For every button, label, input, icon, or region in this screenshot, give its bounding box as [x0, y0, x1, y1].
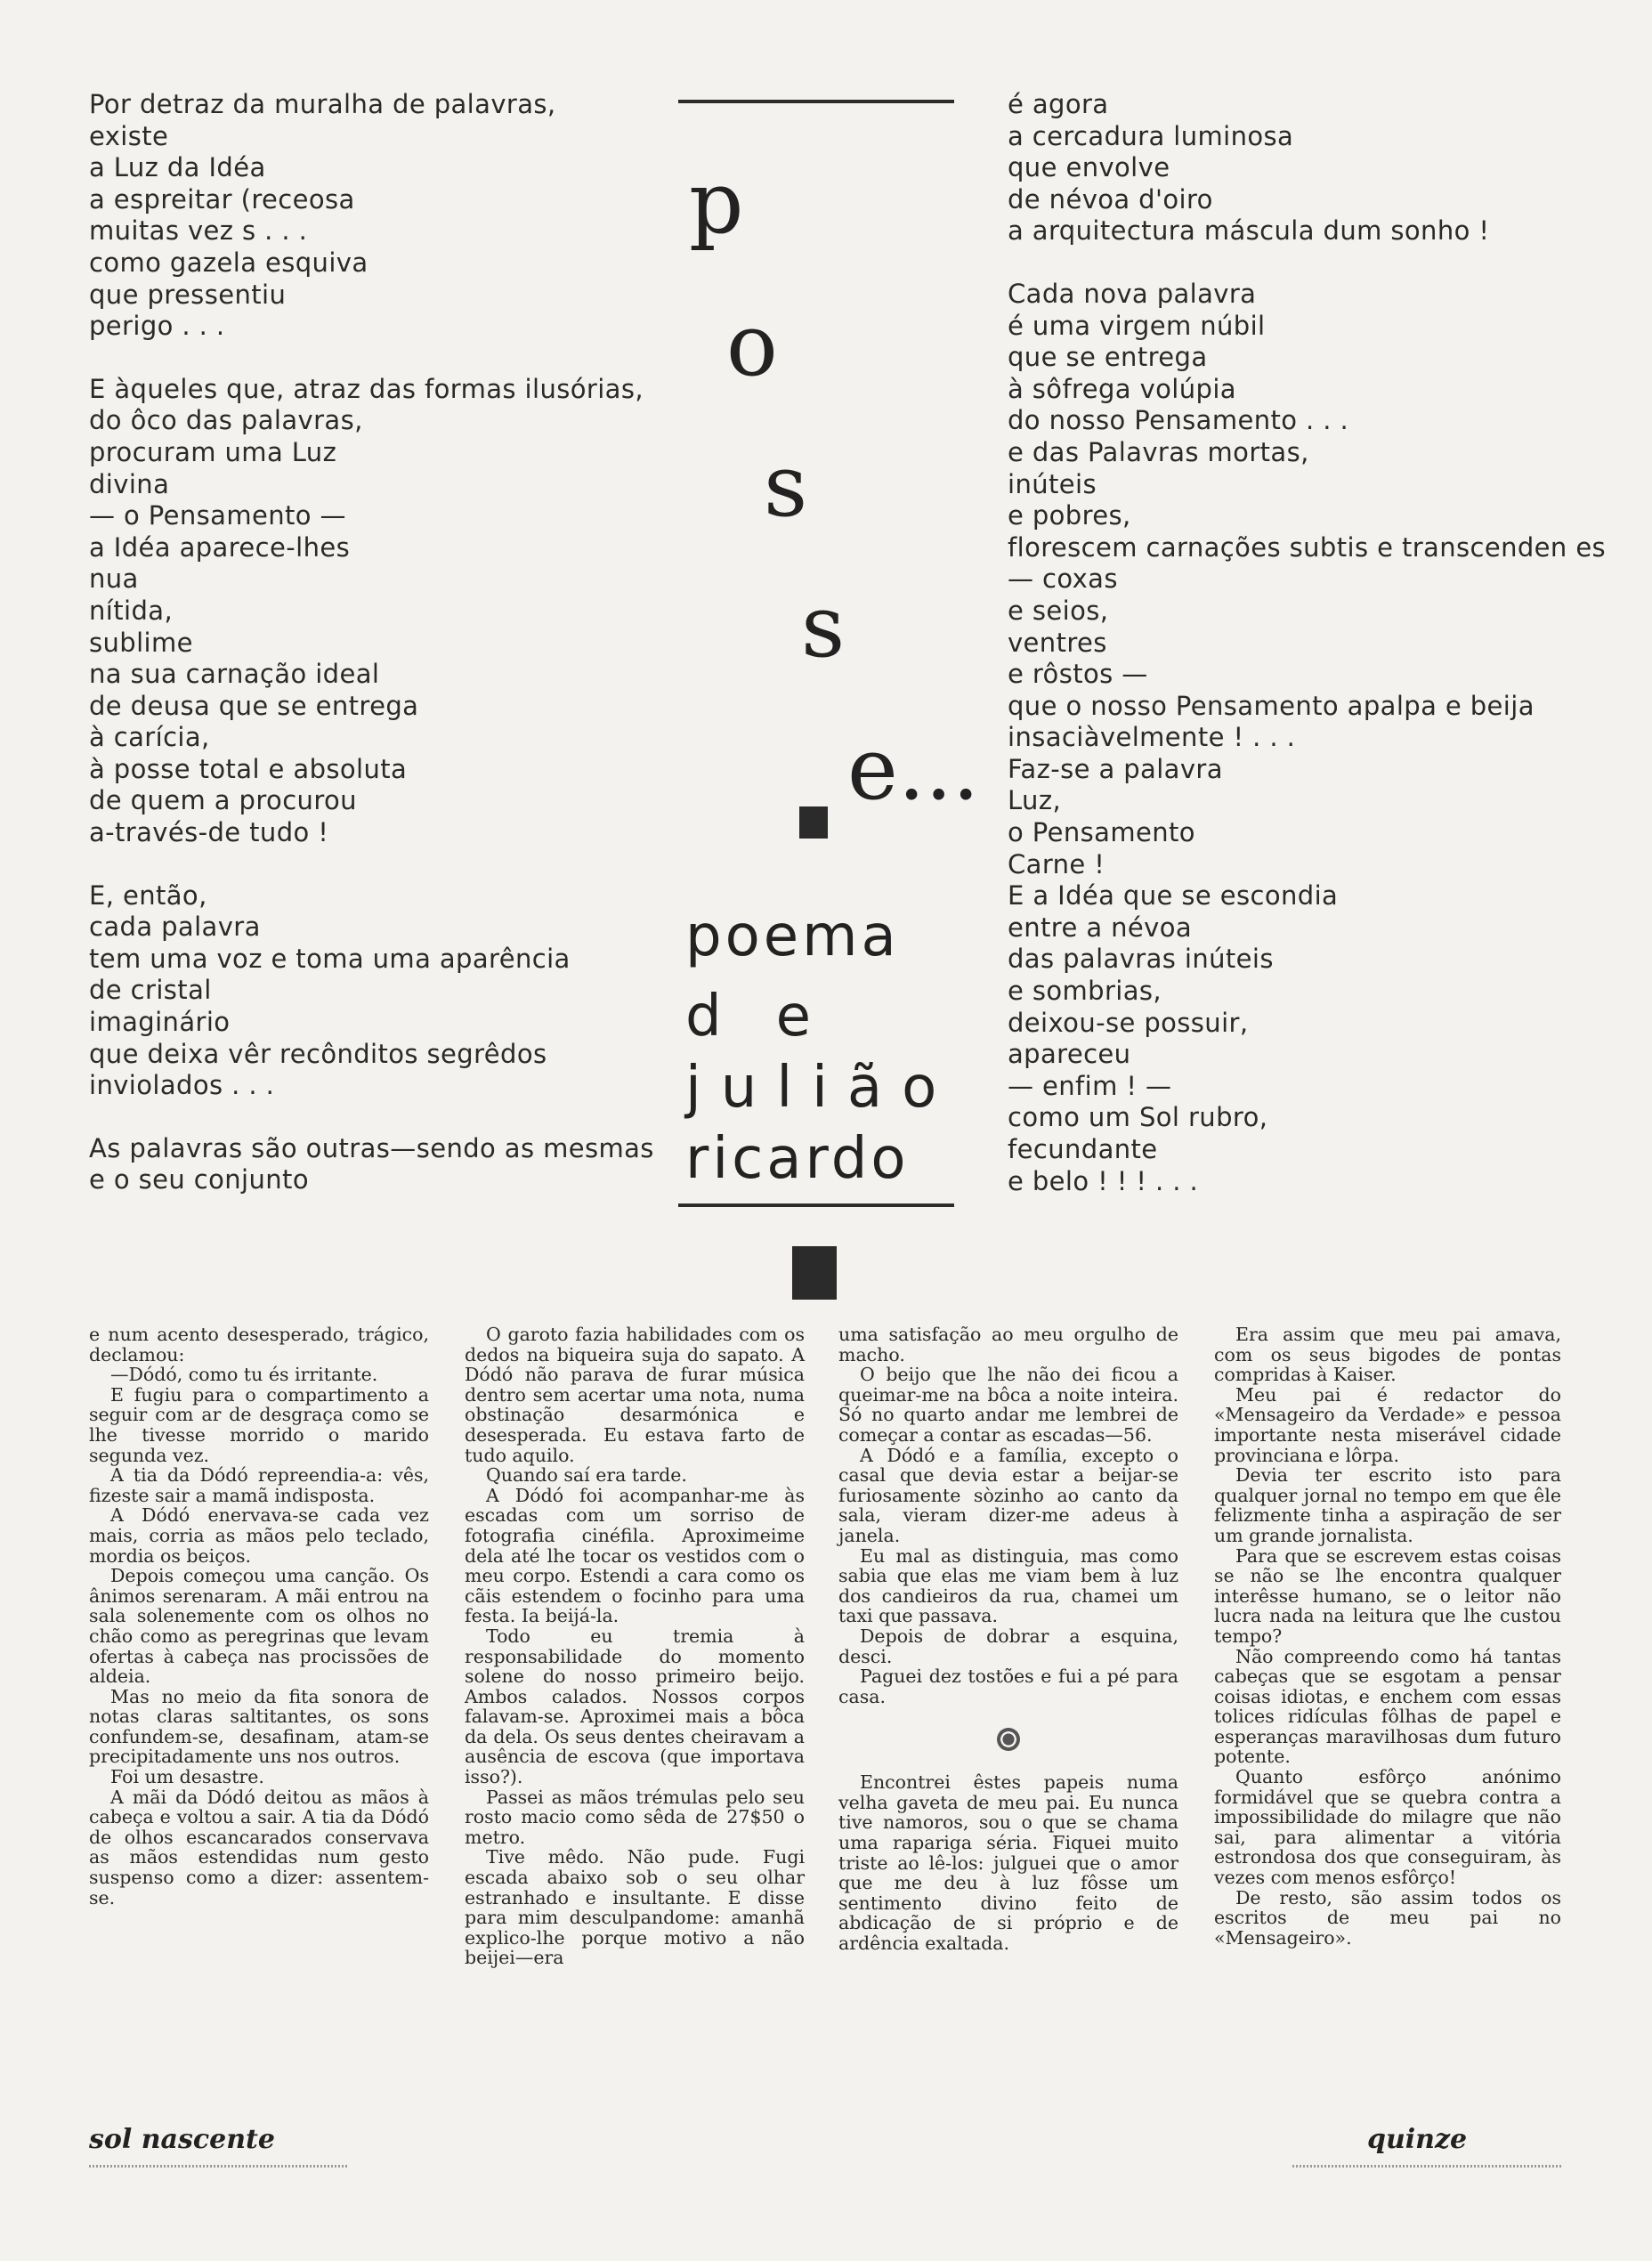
title-square-2	[792, 1246, 837, 1300]
poem-line: que envolve	[1008, 152, 1170, 183]
poem-line: que se entrega	[1008, 342, 1208, 373]
poem-line: Carne !	[1008, 848, 1105, 879]
poem-line: entre a névoa	[1008, 912, 1193, 943]
prose-paragraph: A mãi da Dódó deitou as mãos à cabeça e voltou a sair. A tia da Dódó de olhos escancarados conservava as mãos estendidas num gesto suspenso como a dizer: assentem-se.	[89, 1786, 429, 1908]
poem-title-block	[676, 89, 980, 1317]
poem-line: inúteis	[1008, 468, 1097, 499]
poem-line: Faz-se a palavra	[1008, 753, 1223, 784]
prose-paragraph: A Dódó enervava-se cada vez mais, corria as mãos pelo teclado, mordia os beiços.	[89, 1504, 429, 1567]
prose-paragraph: A Dódó foi acompanhar-me às escadas com um sorriso de fotografia cinéfila. Aproximeime dela até lhe tocar os vestidos com o meu corpo. Estendi a cara como os cãis estendem o focinho para uma festa. Ia beijá-la.	[465, 1484, 805, 1627]
poem-line: como um Sol rubro,	[1008, 1102, 1268, 1133]
poem-stanza	[89, 1133, 659, 1196]
poem-line: que deixa vêr recônditos segrêdos	[89, 1038, 547, 1069]
prose-paragraph: —Dódó, como tu és irritante.	[110, 1364, 378, 1386]
prose-paragraph: Tive mêdo. Não pude. Fugi escada abaixo sob o seu olhar estranhado e insultante. E disse para mim desculpandome: amanhã explico-lhe porque motivo a não beijei—era	[465, 1846, 805, 1969]
poem-line: florescem carnações subtis e transcenden es	[1008, 531, 1607, 563]
title-letter-s1: s	[764, 436, 808, 536]
prose-column-3	[838, 1325, 1178, 1954]
poem-line: ventres	[1008, 627, 1107, 658]
poem-line: nua	[89, 563, 139, 595]
poem-line: — o Pensamento —	[89, 500, 346, 531]
poem-line: o Pensamento	[1008, 817, 1195, 848]
poem-right-column	[1008, 89, 1607, 1228]
poem-line: muitas vez s . . .	[89, 215, 308, 247]
prose-paragraph: Para que se escrevem estas coisas se não se lhe encontra qualquer interêsse humano, se o leitor não lucra nada na leitura que lhe custou tempo?	[1214, 1544, 1561, 1647]
poem-line: E, então,	[89, 879, 207, 911]
poem-line: deixou-se possuir,	[1008, 1007, 1249, 1038]
poem-line: das palavras inúteis	[1008, 944, 1274, 975]
poem-line: à sôfrega volúpia	[1008, 373, 1236, 404]
prose-paragraph: Eu mal as distinguia, mas como sabia que elas me viam bem à luz dos candieiros da rua, chamei um taxi que passava.	[838, 1544, 1178, 1627]
credit-line-ricardo: ricardo	[685, 1126, 910, 1192]
footer-right-rule	[1292, 2165, 1561, 2168]
poem-line: na sua carnação ideal	[89, 659, 380, 690]
poem-line: inviolados . . .	[89, 1070, 275, 1101]
prose-paragraph: Depois começou uma canção. Os ânimos serenaram. A mãi entrou na sala solenemente com os olhos no chão como as peregrinas que levam ofertas à cabeça nas procissões de aldeia.	[89, 1565, 429, 1688]
prose-column-1	[89, 1325, 429, 1908]
poem-line: que o nosso Pensamento apalpa e beija	[1008, 690, 1535, 721]
prose-paragraph: E fugiu para o compartimento a seguir com ar de desgraça como se lhe tivesse morrido o marido segunda vez.	[89, 1383, 429, 1466]
title-square-1	[799, 806, 828, 839]
poem-stanza	[1008, 278, 1607, 1197]
poem-line: imaginário	[89, 1007, 231, 1038]
prose-paragraph: Encontrei êstes papeis numa velha gaveta de meu pai. Eu nunca tive namoros, sou o que se chama uma rapariga séria. Fiquei muito triste ao lê-los: julguei que o amor que me deu à luz fôsse um sentimento divino feito de abdicação de si próprio e de ardência exaltada.	[838, 1771, 1178, 1955]
prose-column-2	[465, 1325, 805, 1968]
poem-line: Por detraz da muralha de palavras,	[89, 89, 556, 119]
prose-paragraph: Quando saí era tarde.	[486, 1464, 687, 1487]
prose-paragraph: A tia da Dódó repreendia-a: vês, fizeste sair a mamã indisposta.	[89, 1464, 429, 1506]
prose-column-3-top	[838, 1325, 1178, 1706]
poem-stanza	[89, 880, 659, 1102]
poem-line: é uma virgem núbil	[1008, 310, 1266, 341]
prose-column-4	[1214, 1325, 1561, 1948]
page-number: quinze	[1367, 2124, 1468, 2155]
poem-line: e seios,	[1008, 595, 1109, 626]
title-letter-o: o	[726, 296, 778, 395]
poem-line: e sombrias,	[1008, 976, 1162, 1007]
credit-line-de: d e	[685, 984, 812, 1049]
poem-line: Luz,	[1008, 785, 1062, 816]
prose-paragraph: Não compreendo como há tantas cabeças que se esgotam a pensar coisas idiotas, e enchem com essas tolices ridículas fôlhas de papel e esperanças maravilhosas dum futuro potente.	[1214, 1645, 1561, 1768]
poem-line: sublime	[89, 627, 193, 658]
footer-title: sol nascente	[89, 2124, 275, 2155]
poem-line: que pressentiu	[89, 279, 287, 310]
section-ornament-icon	[997, 1728, 1020, 1751]
poem-line: apareceu	[1008, 1039, 1131, 1070]
poem-line: a cercadura luminosa	[1008, 120, 1294, 151]
poem-line: de cristal	[89, 975, 212, 1006]
poem-line: de quem a procurou	[89, 785, 357, 816]
poem-line: do nosso Pensamento . . .	[1008, 405, 1349, 436]
poem-line: nítida,	[89, 595, 174, 626]
prose-column-3-bottom	[838, 1772, 1178, 1953]
poem-line: — enfim ! —	[1008, 1070, 1172, 1101]
poem-line: a Idéa aparece-lhes	[89, 531, 351, 563]
poem-line: e belo ! ! ! . . .	[1008, 1165, 1199, 1196]
poem-line: insaciàvelmente ! . . .	[1008, 722, 1296, 753]
poem-line: Cada nova palavra	[1008, 278, 1257, 309]
prose-paragraph: O beijo que lhe não dei ficou a queimar-me na bôca a noite inteira. Só no quarto andar me lembrei de começar a contar as escadas—56.	[838, 1364, 1178, 1446]
prose-paragraph: Depois de dobrar a esquina, desci.	[838, 1625, 1178, 1667]
poem-stanza	[89, 374, 659, 849]
poem-line: e pobres,	[1008, 500, 1131, 531]
poem-line: a Luz da Idéa	[89, 152, 266, 183]
poem-line: E a Idéa que se escondia	[1008, 880, 1339, 912]
poem-line: As palavras são outras—sendo as mesmas	[89, 1132, 654, 1163]
prose-paragraph: O garoto fazia habilidades com os dedos na biqueira suja do sapato. A Dódó não parava de furar música dentro sem acertar uma nota, numa obstinação desarmónica e desesperada. Eu estava farto de tudo aquilo.	[465, 1324, 805, 1466]
title-letter-p: p	[689, 153, 744, 253]
poem-line: como gazela esquiva	[89, 247, 368, 278]
poem-stanza	[89, 89, 659, 343]
poem-line: E àqueles que, atraz das formas ilusórias,	[89, 373, 644, 404]
poem-line: perigo . . .	[89, 311, 225, 342]
credit-line-juliao: julião	[685, 1055, 957, 1121]
poem-line: divina	[89, 468, 170, 499]
poem-line: procuram uma Luz	[89, 436, 337, 467]
poem-line: de névoa d'oiro	[1008, 183, 1213, 215]
poem-line: e rôstos —	[1008, 659, 1148, 690]
poem-stanza	[1008, 89, 1577, 247]
poem-line: à posse total e absoluta	[89, 753, 408, 784]
poem-line: a arquitectura máscula dum sonho !	[1008, 215, 1490, 247]
prose-paragraph: Passei as mãos trémulas pelo seu rosto macio como sêda de 27$50 o metro.	[465, 1786, 805, 1848]
title-top-rule	[678, 100, 954, 103]
poem-line: — coxas	[1008, 563, 1118, 595]
prose-paragraph: Devia ter escrito isto para qualquer jornal no tempo em que êle felizmente tinha a aspiração de ser um grande jornalista.	[1214, 1464, 1561, 1546]
footer-left-rule	[89, 2165, 347, 2168]
poem-line: do ôco das palavras,	[89, 405, 363, 436]
poem-line: a-través-de tudo !	[89, 817, 329, 848]
poem-line: cada palavra	[89, 912, 261, 943]
prose-paragraph: De resto, são assim todos os escritos de meu pai no «Mensageiro».	[1214, 1886, 1561, 1949]
prose-paragraph: Paguei dez tostões e fui a pé para casa.	[838, 1665, 1178, 1707]
title-bottom-rule	[678, 1203, 954, 1207]
prose-paragraph: Meu pai é redactor do «Mensageiro da Verdade» e pessoa importante nesta miserável cidade provinciana e lôrpa.	[1214, 1383, 1561, 1466]
prose-paragraph: e num acento desesperado, trágico, declamou:	[89, 1324, 429, 1366]
poem-line: e das Palavras mortas,	[1008, 436, 1309, 467]
prose-paragraph: Foi um desastre.	[110, 1766, 264, 1788]
poem-line: e o seu conjunto	[89, 1164, 309, 1195]
poem-line: a espreitar (receosa	[89, 183, 355, 215]
poem-line: é agora	[1008, 89, 1109, 119]
poem-line: tem uma voz e toma uma aparência	[89, 943, 571, 974]
poem-left-column	[89, 89, 659, 1228]
prose-paragraph: Quanto esfôrço anónimo formidável que se quebra contra a impossibilidade do milagre que não sai, para alimentar a vitória estrondosa dos que conseguiram, às vezes com menos esfôrço!	[1214, 1766, 1561, 1889]
poem-line: de deusa que se entrega	[89, 690, 419, 721]
credit-line-poema: poema	[685, 904, 900, 969]
prose-paragraph: Todo eu tremia à responsabilidade do momento solene do nosso primeiro beijo. Ambos calados. Nossos corpos falavam-se. Aproximei mais a bôca da dela. Os seus dentes cheiravam a ausência de escova (que importava isso?).	[465, 1625, 805, 1788]
prose-paragraph: A Dódó e a família, excepto o casal que devia estar a beijar-se furiosamente sòzinho ao canto da sala, vieram dizer-me adeus à janela.	[838, 1444, 1178, 1546]
poem-line: fecundante	[1008, 1134, 1158, 1164]
poem-line: à carícia,	[89, 722, 210, 753]
title-letter-e: e...	[847, 719, 980, 819]
prose-paragraph: Mas no meio da fita sonora de notas claras saltitantes, os sons confundem-se, desafinam, atam-se precipitadamente uns nos outros.	[89, 1685, 429, 1768]
prose-paragraph: uma satisfação ao meu orgulho de macho.	[838, 1324, 1178, 1366]
title-letter-s2: s	[801, 577, 846, 677]
poem-line: existe	[89, 120, 169, 151]
prose-paragraph: Era assim que meu pai amava, com os seus bigodes de pontas compridas à Kaiser.	[1214, 1324, 1561, 1386]
